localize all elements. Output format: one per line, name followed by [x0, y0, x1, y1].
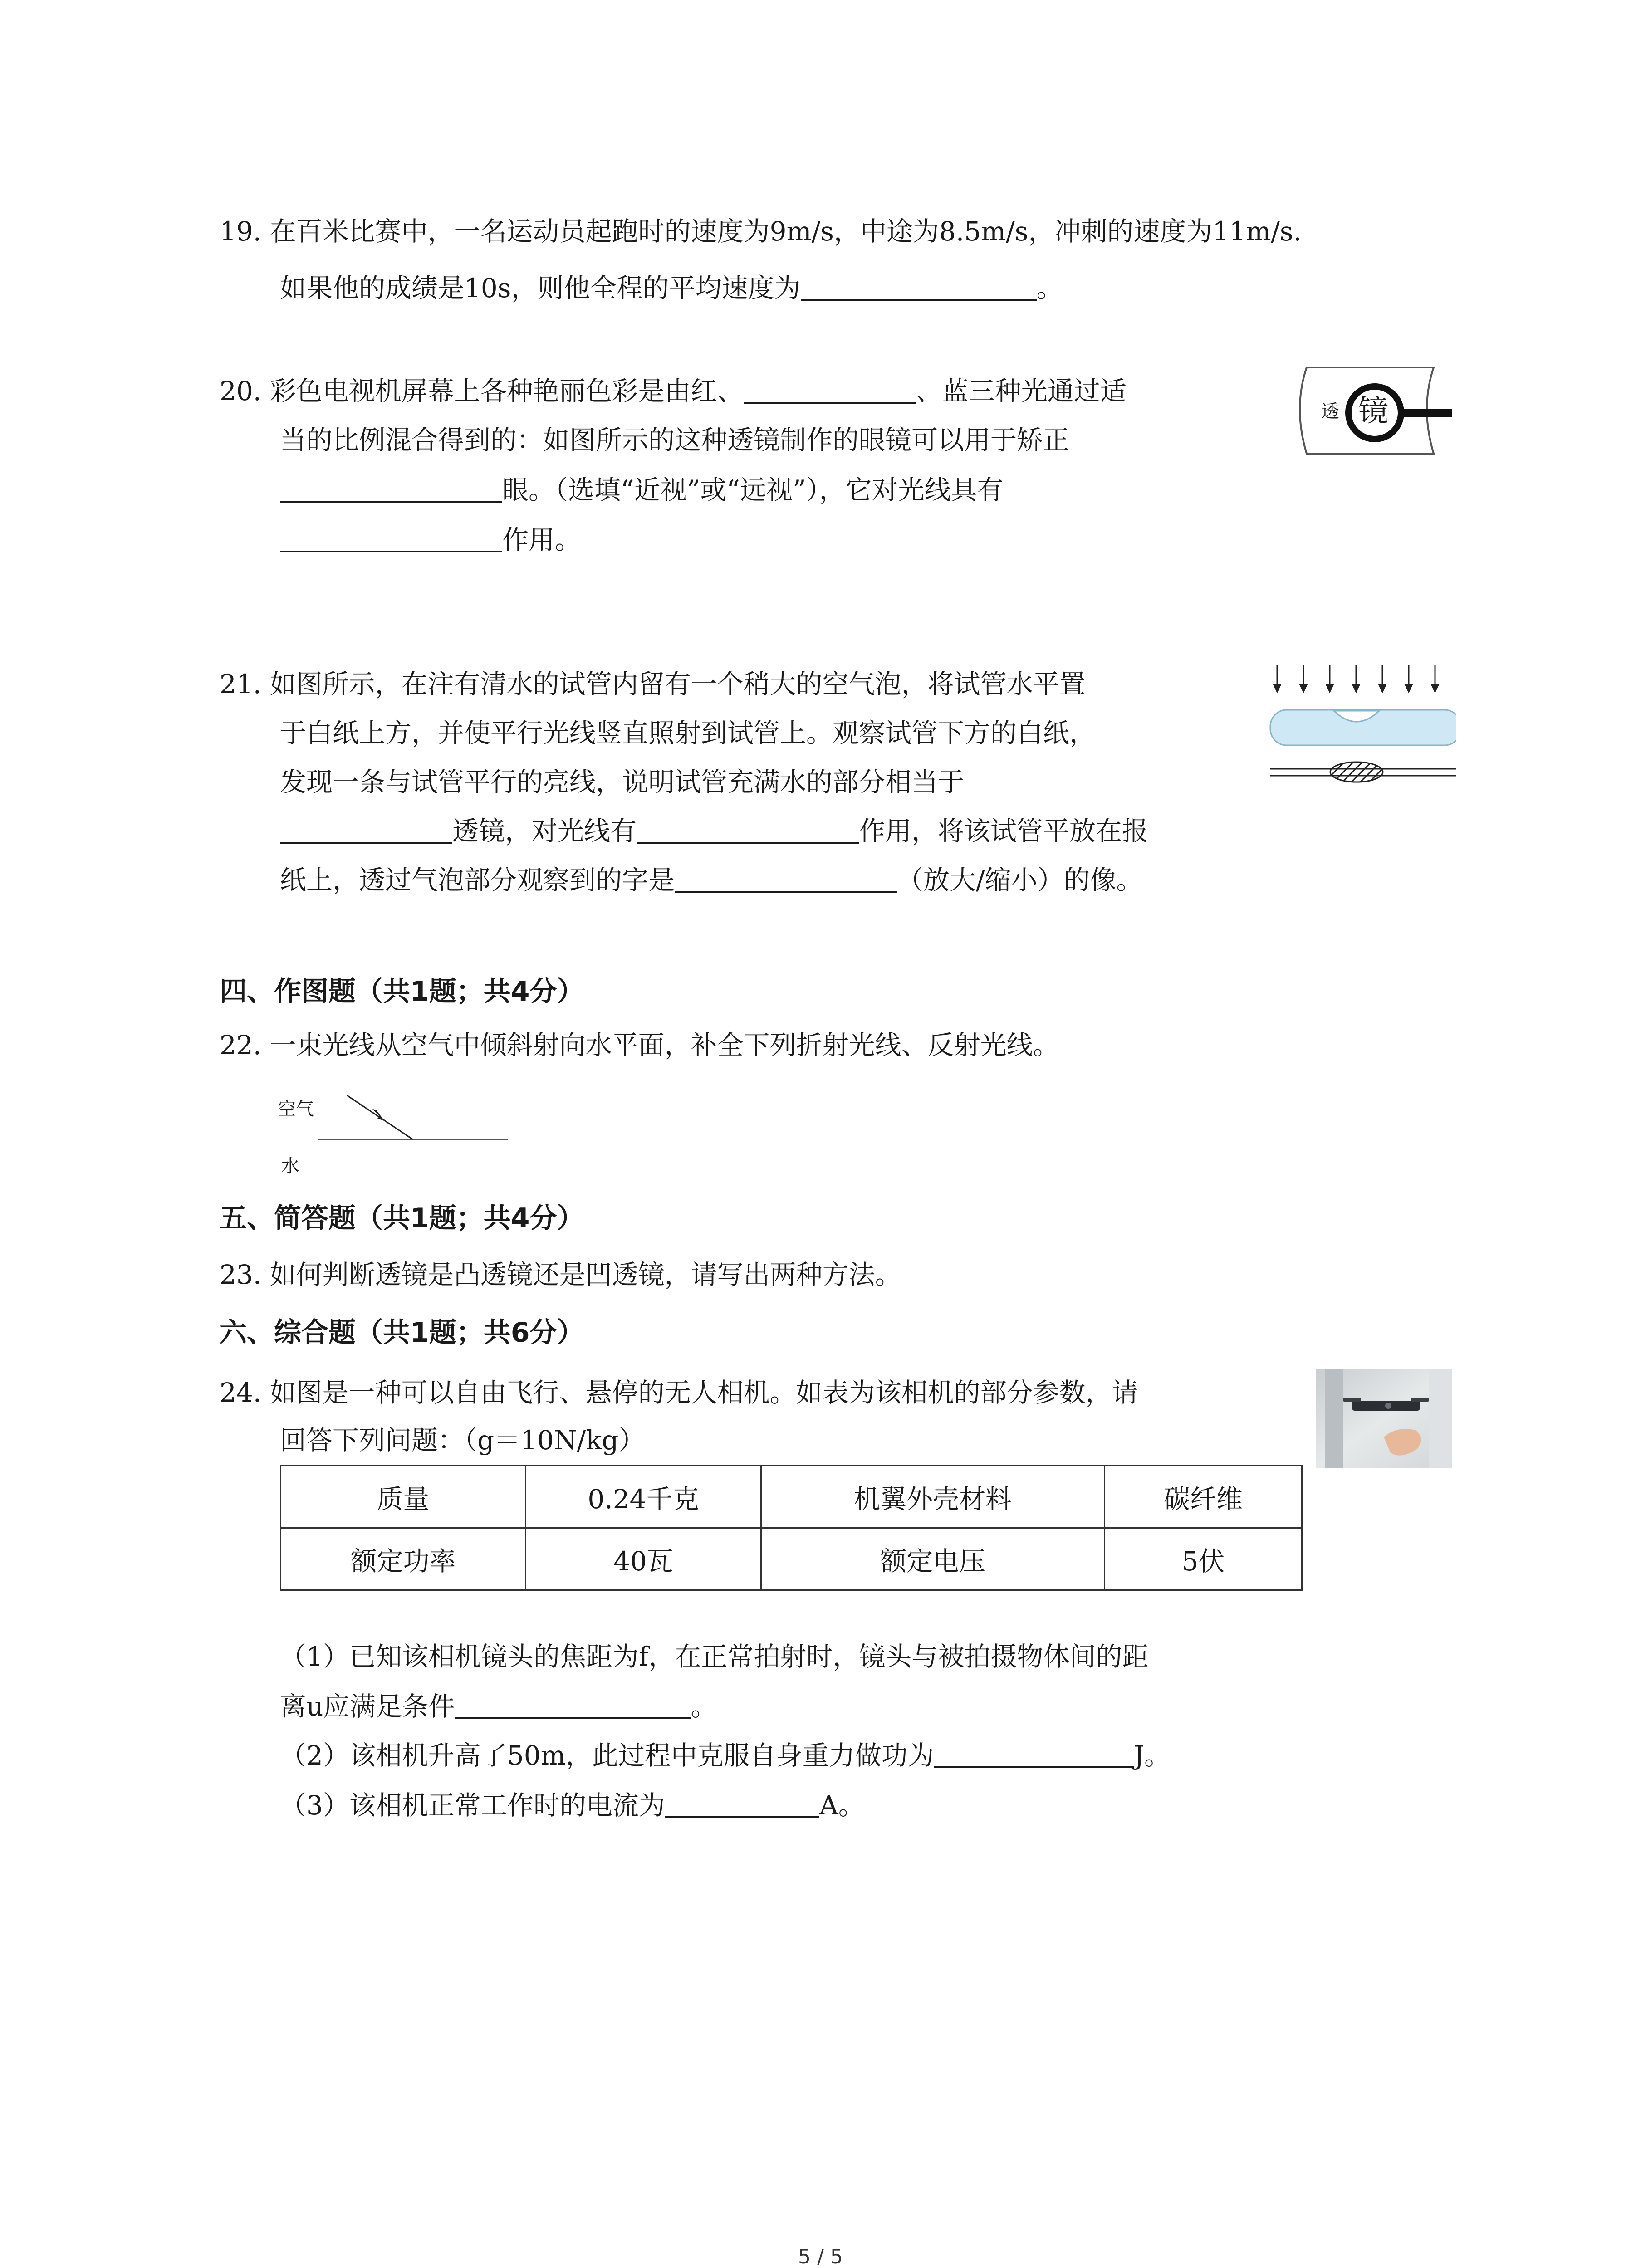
q24-sub1-line2 [280, 1688, 717, 1725]
table-row [281, 1466, 1302, 1528]
q20-text-c: 眼。（选填“近视”或“远视”），它对光线具有 [502, 474, 1004, 505]
q23-text: 23. 如何判断透镜是凸透镜还是凹透镜，请写出两种方法。 [220, 1259, 901, 1290]
q19-line2 [280, 270, 1063, 306]
table-cell: 额定电压 [761, 1528, 1105, 1590]
q24-sub2-unit: J。 [1133, 1740, 1171, 1771]
table-cell: 5伏 [1105, 1528, 1302, 1590]
q19-text: 如果他的成绩是10s，则他全程的平均速度为 [280, 273, 801, 303]
q21-text-a: 透镜，对光线有 [452, 816, 637, 846]
q20-color-blank[interactable] [744, 375, 916, 404]
q20-figure-label-small: 透 [1321, 401, 1339, 422]
q24-parameter-table [280, 1465, 1303, 1591]
q19-period: 。 [1036, 273, 1063, 303]
q24-sub2-text: （2）该相机升高了50m，此过程中克服自身重力做功为 [280, 1740, 934, 1771]
q20-eye-blank[interactable] [280, 474, 502, 503]
q21-effect-blank[interactable] [637, 815, 859, 844]
table-cell: 额定功率 [281, 1528, 526, 1590]
section6-title: 六、综合题（共1题；共6分） [220, 1317, 584, 1349]
q19-line1: 19. 在百米比赛中，一名运动员起跑时的速度为9m/s，中途为8.5m/s，冲刺的速度为11m/s. [220, 216, 1302, 247]
q24-sub1-line1: （1）已知该相机镜头的焦距为f，在正常拍射时，镜头与被拍摄物体间的距 [280, 1641, 1149, 1672]
q22-ray-diagram [318, 1089, 513, 1152]
q21-line2: 于白纸上方，并使平行光线竖直照射到试管上。观察试管下方的白纸， [280, 718, 1096, 748]
table-row [281, 1528, 1302, 1590]
q19-answer-blank[interactable] [801, 272, 1037, 301]
q24-line1: 24. 如图是一种可以自由飞行、悬停的无人相机。如表为该相机的部分参数，请 [220, 1377, 1138, 1408]
q24-sub1-period: 。 [691, 1691, 717, 1722]
section5-title: 五、简答题（共1题；共4分） [220, 1202, 584, 1234]
q24-sub1-blank[interactable] [455, 1690, 691, 1719]
q24-sub2 [280, 1737, 1171, 1774]
q24-line2: 回答下列问题：（g＝10N/kg） [280, 1425, 645, 1456]
q24-sub3-blank[interactable] [665, 1789, 819, 1818]
q24-sub2-blank[interactable] [934, 1739, 1134, 1768]
table-cell: 碳纤维 [1105, 1466, 1302, 1528]
q20-text-b: 、蓝三种光通过适 [916, 376, 1127, 406]
q21-line1: 21. 如图所示，在注有清水的试管内留有一个稍大的空气泡，将试管水平置 [220, 669, 1086, 699]
q21-lens-blank[interactable] [280, 815, 452, 844]
drone-photo [1316, 1369, 1452, 1468]
page-number: 5 / 5 [798, 2245, 843, 2268]
q21-tube-figure [1266, 660, 1456, 801]
q20-figure-label-big: 镜 [1358, 393, 1388, 428]
q21-text-c: 纸上，透过气泡部分观察到的字是 [280, 865, 675, 895]
q24-sub3-unit: A。 [819, 1790, 865, 1821]
q24-sub3 [280, 1787, 865, 1823]
table-cell: 40瓦 [526, 1528, 761, 1590]
q20-line4 [280, 522, 581, 558]
q22-label-water: 水 [281, 1156, 299, 1177]
section4-title: 四、作图题（共1题；共4分） [220, 976, 584, 1007]
q20-line1 [220, 373, 1127, 409]
q21-image-blank[interactable] [675, 864, 897, 893]
q24-sub3-text: （3）该相机正常工作时的电流为 [280, 1790, 665, 1821]
q22-label-air: 空气 [278, 1099, 314, 1119]
q20-line2: 当的比例混合得到的：如图所示的这种透镜制作的眼镜可以用于矫正 [280, 425, 1070, 455]
table-cell: 质量 [281, 1466, 526, 1528]
q21-line5 [280, 862, 1143, 898]
table-cell: 机翼外壳材料 [761, 1466, 1105, 1528]
table-cell: 0.24千克 [526, 1466, 761, 1528]
q20-text-a: 20. 彩色电视机屏幕上各种艳丽色彩是由红、 [220, 376, 744, 406]
q21-text-d: （放大/缩小）的像。 [897, 865, 1143, 895]
q20-text-d: 作用。 [502, 524, 582, 555]
q20-line3 [280, 472, 1004, 508]
q20-effect-blank[interactable] [280, 523, 502, 552]
q21-line4 [280, 813, 1148, 849]
q21-line3: 发现一条与试管平行的亮线，说明试管充满水的部分相当于 [280, 767, 965, 797]
q24-sub1-text: 离u应满足条件 [280, 1691, 455, 1722]
q22-text: 22. 一束光线从空气中倾斜射向水平面，补全下列折射光线、反射光线。 [220, 1030, 1059, 1061]
q21-text-b: 作用，将该试管平放在报 [859, 816, 1149, 846]
